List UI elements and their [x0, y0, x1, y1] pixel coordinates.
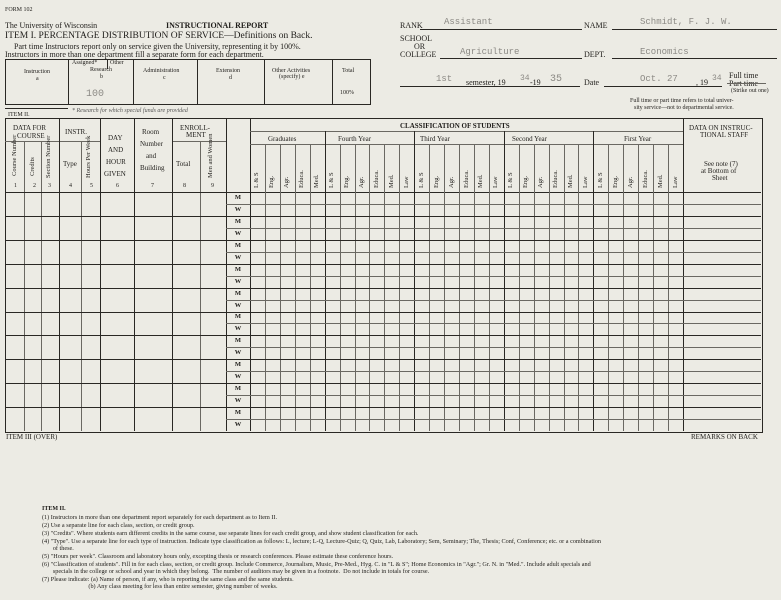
table-row-line — [226, 228, 761, 229]
women-row-label: W — [234, 301, 242, 309]
date-year-prefix: , 19 — [696, 78, 708, 87]
group-fourth-year: Fourth Year — [338, 135, 372, 143]
dept-value: Economics — [640, 47, 689, 57]
semester-value: 1st — [436, 74, 453, 84]
table-row-line — [226, 300, 761, 301]
table-row-line — [5, 407, 761, 408]
subcol-label: Agr. — [626, 176, 634, 188]
subcol-label: Law — [492, 176, 500, 188]
given-label: GIVEN — [104, 170, 126, 178]
women-row-label: W — [234, 325, 242, 333]
rank-label: RANK — [400, 21, 423, 30]
and-label: AND — [108, 146, 124, 154]
col-other: Other — [110, 60, 124, 66]
table-row-line — [5, 216, 761, 217]
subcol-label: Med. — [656, 174, 664, 188]
col-research-letter: b — [100, 74, 103, 80]
women-row-label: W — [234, 397, 242, 405]
item2-label: ITEM II. — [8, 112, 30, 118]
instr-label: INSTR. — [65, 128, 87, 136]
men-row-label: M — [234, 289, 242, 297]
men-row-label: M — [234, 265, 242, 273]
table-row-line — [226, 419, 761, 420]
women-row-label: W — [234, 253, 242, 261]
note-line-4: (4) "Type". Use a separate line for each type of instruction. Indicate type classification as follows: L, lecture; L-Q, Lecture-Quiz; Q, Quiz, Lab, Laboratory; Sem, Seminary; The, Thesis; Conf, Conference; etc. or a combination — [42, 538, 602, 545]
group-third-year: Third Year — [420, 135, 450, 143]
staff-title-2: TIONAL STAFF — [700, 131, 748, 139]
men-women-label: Men and Women — [207, 133, 214, 178]
subcol-label: Educa. — [372, 170, 380, 188]
col-administration-letter: c — [163, 75, 166, 81]
col-administration: Administration — [143, 68, 180, 74]
part-time-note-1: Full time or part time refers to total univer- — [630, 98, 734, 104]
staff-title-1: DATA ON INSTRUC- — [689, 124, 753, 132]
subcol-label: L & S — [417, 172, 425, 188]
room-label: Room — [142, 128, 160, 136]
col-other-activities: Other Activities — [272, 68, 311, 74]
subcol-label: Educa. — [641, 170, 649, 188]
enrollment-label: ENROLL- — [180, 124, 210, 132]
research-footnote: * Research for which special funds are provided — [72, 108, 188, 114]
course-label: COURSE — [17, 132, 45, 140]
note-line-3: (3) "Credits". Where students earn different credits in the same course, use separate lines for each credit group, and show student classification for each. — [42, 530, 419, 537]
notes-title: ITEM II. — [42, 506, 66, 512]
subcol-label: Agr. — [357, 176, 365, 188]
table-row-line — [226, 395, 761, 396]
table-row-line — [5, 264, 761, 265]
note-line-10: (b) Any class meeting for less than entire semester, giving number of weeks. — [42, 583, 278, 590]
subcol-label: Law — [402, 176, 410, 188]
dept-label: DEPT. — [584, 50, 606, 59]
subcol-label: L & S — [507, 172, 515, 188]
date-year: 34 — [712, 74, 722, 83]
subcol-label: Educa. — [462, 170, 470, 188]
research-value: 100 — [86, 89, 105, 100]
hours-per-week-label: Hours Per Week — [85, 135, 92, 178]
group-first-year: First Year — [624, 135, 652, 143]
subcol-label: Educa. — [552, 170, 560, 188]
credits-label: Credits — [29, 157, 36, 176]
subcol-label: Agr. — [283, 176, 291, 188]
note-line-8: specials in the college or school and year in which they belong. The number of auditors may be given in a footnote. Do not include in totals for course. — [42, 568, 430, 575]
group-graduates: Graduates — [268, 135, 297, 143]
subcol-label: Eng. — [343, 175, 351, 188]
full-time: Full time — [729, 71, 759, 80]
col-num-5: 5 — [90, 183, 93, 189]
table-row-line — [5, 312, 761, 313]
group-divider — [325, 131, 326, 431]
table-row-line — [226, 276, 761, 277]
strike-out-note: (Strike out one) — [731, 88, 769, 94]
table-row-line — [5, 383, 761, 384]
university-name: The University of Wisconsin — [5, 21, 98, 30]
note-line-9: (7) Please indicate: (a) Name of person, if any, who is reporting the same class and the same students. — [42, 576, 294, 583]
date-label: Date — [584, 78, 600, 87]
subcol-label: Med. — [477, 174, 485, 188]
date-value: Oct. 27 — [640, 74, 678, 84]
col-other-activities-sub: (specify) e — [279, 74, 305, 80]
part-time: Part time — [729, 79, 759, 88]
note-line-7: (6) "Classification of students". Fill in for each class, section, or credit group. Include Commerce, Journalism, Music, Pre-Med., Hyg. C. in "L & S"; Home Economics in "Agr."; Gr. N. in "Med.". Include adult specials and — [42, 561, 591, 568]
table-row-line — [5, 240, 761, 241]
total-label: Total — [176, 160, 191, 168]
classification-title: CLASSIFICATION OF STUDENTS — [400, 122, 510, 130]
subcol-label: Law — [581, 176, 589, 188]
col-instruction: Instruction — [24, 69, 50, 75]
col-num-6: 6 — [116, 183, 119, 189]
item1-table — [5, 59, 371, 105]
women-row-label: W — [234, 373, 242, 381]
section-number-label: Section Number — [45, 135, 52, 178]
col-num-3: 3 — [48, 183, 51, 189]
type-label: Type — [63, 160, 77, 168]
subcol-label: Law — [671, 176, 679, 188]
col-num-8: 8 — [183, 183, 186, 189]
col-instruction-letter: a — [36, 76, 39, 82]
women-row-label: W — [234, 229, 242, 237]
note-line-6: (5) "Hours per week". Classroom and laboratory hours only, excepting thesis or research conferences. Please estimate these conference hours. — [42, 553, 394, 560]
or-label: OR — [414, 42, 426, 51]
item1-line2: Instructors in more than one department fill a separate form for each department. — [5, 50, 264, 59]
staff-note-1: See note (7) — [704, 160, 738, 168]
group-divider — [593, 131, 594, 431]
men-row-label: M — [234, 313, 242, 321]
subcol-label: Eng. — [522, 175, 530, 188]
table-row-line — [5, 359, 761, 360]
col-num-4: 4 — [69, 183, 72, 189]
table-row-line — [226, 204, 761, 205]
form-number: FORM 102 — [5, 7, 33, 13]
school-label: SCHOOL — [400, 34, 433, 43]
semester-year2: 35 — [550, 74, 563, 85]
subcol-label: Eng. — [432, 175, 440, 188]
ment-label: MENT — [186, 131, 206, 139]
table-row-line — [226, 347, 761, 348]
subcol-label: Eng. — [268, 175, 276, 188]
item1-line1: Part time Instructors report only on service given the University, representing it by 100%. — [14, 42, 301, 51]
group-second-year: Second Year — [512, 135, 547, 143]
subcol-label: Eng. — [611, 175, 619, 188]
men-row-label: M — [234, 409, 242, 417]
day-label: DAY — [108, 134, 123, 142]
staff-note-3: Sheet — [712, 174, 728, 182]
semester-text: semester, 19 — [466, 78, 506, 87]
subcol-label: Med. — [387, 174, 395, 188]
report-title: INSTRUCTIONAL REPORT — [166, 21, 269, 30]
and2-label: and — [146, 152, 157, 160]
men-row-label: M — [234, 385, 242, 393]
subcol-label: Agr. — [537, 176, 545, 188]
subcol-label: Agr. — [447, 176, 455, 188]
men-row-label: M — [234, 241, 242, 249]
col-extension: Extension — [216, 68, 240, 74]
remarks-label: REMARKS ON BACK — [691, 433, 758, 441]
semester-dash: -19 — [530, 78, 541, 87]
men-row-label: M — [234, 337, 242, 345]
total-value: 100% — [340, 90, 354, 96]
group-divider — [504, 131, 505, 431]
col-num-9: 9 — [211, 183, 214, 189]
subcol-label: L & S — [596, 172, 604, 188]
name-label: NAME — [584, 21, 608, 30]
college-label: COLLEGE — [400, 50, 437, 59]
men-row-label: M — [234, 361, 242, 369]
subcol-label: Med. — [567, 174, 575, 188]
building-label: Building — [140, 164, 165, 172]
table-row-line — [226, 323, 761, 324]
subcol-label: L & S — [253, 172, 261, 188]
col-assigned: Assigned* — [72, 60, 98, 66]
table-row-line — [5, 288, 761, 289]
data-for-label: DATA FOR — [13, 124, 47, 132]
item3-label: ITEM III (OVER) — [6, 433, 58, 441]
col-extension-letter: d — [229, 75, 232, 81]
col-num-7: 7 — [151, 183, 154, 189]
women-row-label: W — [234, 349, 242, 357]
table-row-line — [226, 371, 761, 372]
college-value: Agriculture — [460, 47, 520, 57]
semester-year1: 34 — [520, 74, 530, 83]
course-number-label: Course Number — [11, 134, 18, 176]
subcol-label: Med. — [313, 174, 321, 188]
subcol-label: Educa. — [298, 170, 306, 188]
staff-note-2: at Bottom of — [701, 167, 737, 175]
rank-value: Assistant — [444, 17, 493, 27]
col-num-2: 2 — [33, 183, 36, 189]
col-research: Research — [90, 67, 112, 73]
group-divider — [414, 131, 415, 431]
subcol-label: L & S — [328, 172, 336, 188]
note-line-1: (1) Instructors in more than one department report separately for each department as to Item II. — [42, 514, 278, 521]
item1-heading: ITEM I. PERCENTAGE DISTRIBUTION OF SERVICE—Definitions on Back. — [5, 31, 313, 41]
women-row-label: W — [234, 205, 242, 213]
women-row-label: W — [234, 277, 242, 285]
name-value: Schmidt, F. J. W. — [640, 17, 732, 27]
table-row-line — [5, 335, 761, 336]
number-label: Number — [140, 140, 163, 148]
hour-label: HOUR — [106, 158, 126, 166]
part-time-note-2: sity service—not to departmental service. — [634, 105, 734, 111]
table-row-line — [226, 252, 761, 253]
note-line-5: of these. — [42, 545, 74, 552]
col-num-1: 1 — [14, 183, 17, 189]
note-line-2: (2) Use a separate line for each class, section, or credit group. — [42, 522, 195, 529]
col-total: Total — [342, 68, 355, 74]
women-row-label: W — [234, 421, 242, 429]
men-row-label: M — [234, 217, 242, 225]
men-row-label: M — [234, 193, 242, 201]
